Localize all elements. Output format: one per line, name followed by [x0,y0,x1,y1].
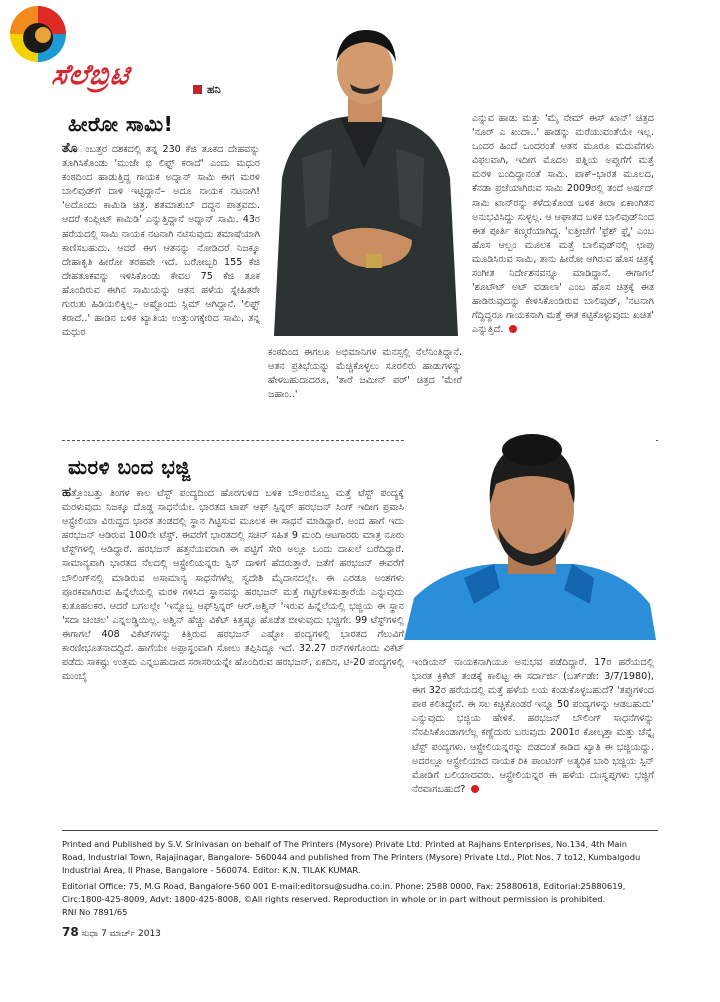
imprint-publisher: Printed and Published by S.V. Srinivasan on behalf of The Printers (Mysore) Private Ltd. Printed at Rajhans Enterprises, No.134, 4th Main Road, Industrial Town, Rajajinagar, Bangalore- 560044 and published from The Printers (Mysore) Private Ltd., Plot Nos. 7 to12, Kumbalgodu Industrial Area, II Phase, Bangalore - 560074. Editor: K.N. TILAK KUMAR. [62,839,641,876]
article2-dropcap: ಹ [62,486,72,500]
imprint-contact: Editorial Office: 75, M.G Road, Bangalore-560 001 E-mail:editorsu@sudha.co.in. Phone: 2588 0000, Fax: 25880618, Editorial:25880619, Circ:1800-425-8009, Advt: 1800-425-8008, ©All rights reserved. Reproduction in whole or in part without permission is prohibited. [62,880,626,904]
author-name: ಹನಿ [207,83,221,96]
section-title: ಸೆಲೆಬ್ರಿಟಿ [50,58,132,91]
page-footer [62,925,161,939]
article1-end-marker [509,325,517,333]
article2-column1 [62,486,404,822]
adnan-sami-photo [262,18,467,336]
page-number: 78 [62,925,79,939]
article2-col2-text: ಇಂಡಿಯನ್ ನಾಯಕನಾಗಿಯೂ ಅನುಭವ ಪಡೆದಿದ್ದಾರೆ. 17ರ ಹರೆಯದಲ್ಲಿ ಭಾರತ ಕ್ರಿಕೆಟ್ ತಂಡಕ್ಕೆ ಕಾಲಿಟ್ಟ ಈ ಸರ್ದಾರ್ಜಿ (ಬರ್ತ್‌ಡೇ: 3/7/1980), ಈಗ 32ರ ಹರೆಯದಲ್ಲಿ ಮತ್ತೆ ಹಳೆಯ ಲಯ ಕಂಡುಕೊಳ್ಳಬಹುದೆ? 'ತಪ್ಪುಗಳಿಂದ ಪಾಠ ಕಲಿತಿದ್ದೇನೆ. ಈ ಸಲ ಕಚ್ಚಿಕೊಂಡರೆ ಇನ್ನೂ 50 ಪಂದ್ಯಗಳನ್ನು ಆಡಬಹುದು' ಎನ್ನುವುದು ಭಜ್ಜಿಯ ಹೇಳಿಕೆ. ಹರಭಜನ್ ಬೌಲಿಂಗ್ ಸಾಧನೆಗಳನ್ನು ನೆನಪಿಸಿಕೊಂಡಾಗಲೆಲ್ಲ ಕಣ್ಣೆದುರು ಬರುವುದು 2001ರ ಕೋಲ್ಕತ್ತಾ ಮತ್ತು ಚೆನ್ನೈ ಟೆಸ್ಟ್ ಪಂದ್ಯಗಳು. ಆಸ್ಟ್ರೇಲಿಯನ್ನರನ್ನು ಬಿಡದಂತೆ ಕಾಡಿದ ಖ್ಯಾತಿ ಈ ಭಜ್ಜಿಯದ್ದು. ಅದರಲ್ಲೂ ಆಸ್ಟ್ರೇಲಿಯಾದ ನಾಯಕ ರಿಕಿ ಪಾಂಟಿಂಗ್ ಅತ್ಯಧಿಕ ಬಾರಿ ಭಜ್ಜಿಯ ಸ್ಪಿನ್ ಮೋಡಿಗೆ ಬಲಿಯಾದವರು. ಆಸ್ಟ್ರೇಲಿಯನ್ನರ ಈ ಹಳೆಯ ದುಃಸ್ವಪ್ನಗಳು ಭಜ್ಜಿಗೆ ನೆರವಾಗಬಹುದೆ? [412,657,654,795]
author-byline [193,83,221,97]
footer-rule [62,830,658,831]
article2-col1-text: ತ್ತೊಂಬತ್ತು ತಿಂಗಳ ಕಾಲ ಟೆಸ್ಟ್ ಪಂದ್ಯದಿಂದ ಹೊರಗುಳಿದ ಬಳಿಕ ಬೌಲರನೊಬ್ಬ ಮತ್ತೆ ಟೆಸ್ಟ್ ಪಂದ್ಯಕ್ಕೆ ಮರಳುವುದು ನಿಜಕ್ಕೂ ದೊಡ್ಡ ಸಾಧನೆಯೇ. ಭಾರತದ ಟಾಪ್ ಆಫ್ ಸ್ಪಿನ್ನರ್ ಹರಭಜನ್ ಸಿಂಗ್ ಇದೀಗ ಪ್ರವಾಸಿ ಆಸ್ಟ್ರೇಲಿಯಾ ವಿರುದ್ಧದ ಭಾರತ ತಂಡದಲ್ಲಿ ಸ್ಥಾನ ಗಿಟ್ಟಿಸುವ ಮೂಲಕ ಈ ಸಾಧನೆ ಮಾಡಿದ್ದಾರೆ. ಅಂದ ಹಾಗೆ ಇದು ಹರಭಜನ್ ಆಡಿರುವ 100ನೇ ಟೆಸ್ಟ್. ಈವರೆಗೆ ಭಾರತದಲ್ಲಿ ಸಚಿನ್ ಸಹಿತ 9 ಮಂದಿ ಆಟಗಾರರು ಮಾತ್ರ ನೂರು ಟೆಸ್ಟ್‌ಗಳಲ್ಲಿ ಆಡಿದ್ದಾರೆ. ಹರಭಜನ್ ಹತ್ತನೆಯವರಾಗಿ ಈ ಪಟ್ಟಿಗೆ ಸೇರಿ ಅಲ್ಲೂ ಒಂದು ದಾಖಲೆ ಬರೆದಿದ್ದಾರೆ. ಸಾಮಾನ್ಯವಾಗಿ ಭಾರತದ ನೆಲದಲ್ಲಿ ಆಸ್ಟ್ರೇಲಿಯನ್ನರು ಸ್ಪಿನ್ ದಾಳಿಗೆ ಹೆದರುತ್ತಾರೆ. ಜತೆಗೆ ಹರಭಜನ್ ಈವರೆಗೆ ಬೌಲಿಂಗ್‌ನಲ್ಲಿ ಮಾಡಿರುವ ಅಸಾಮಾನ್ಯ ಸಾಧನೆಗಳೆಲ್ಲ ಸ್ವದೇಶಿ ಮೈದಾನದಲ್ಲೇ. ಈ ಎರಡೂ ಅಂಶಗಳು ಪೂರಕವಾಗಿರುವ ಹಿನ್ನೆಲೆಯಲ್ಲಿ ಮರಳಿ ಗಳಿಸಿದ ಸ್ಥಾನವನ್ನು ಹರಭಜನ್ ಮತ್ತೆ ಗಟ್ಟಿಗೊಳಿಸುತ್ತಾರೆಯೆ ಎನ್ನುವುದು ಕುತೂಹಲಕರ. ಆದರೆ ಬಗಲಲ್ಲೇ 'ಇನ್ನೊಬ್ಬ ಆಫ್‌ಸ್ಪಿನ್ನರ್ ಆರ್.ಅಶ್ವಿನ್ 'ಇರುವ ಹಿನ್ನೆಲೆಯಲ್ಲಿ ಭಜ್ಜಿಯ ಈ ಸ್ಥಾನ 'ಸದಾ ಚಂಚಲ' ಎನ್ನಲಡ್ಡಿಯಿಲ್ಲ. ಅಶ್ವಿನ್ ಹೆಚ್ಚು ವಿಕೆಟ್ ಕಿತ್ತಷ್ಟೂ ಹೊಡೆತ ಬೀಳುವುದು ಭಜ್ಜಿಗೇ. 99 ಟೆಸ್ಟ್‌ಗಳಲ್ಲಿ ಈಗಾಗಲೆ 408 ವಿಕೆಟ್‌ಗಳನ್ನು ಕಿತ್ತಿರುವ ಹರಭಜನ್ ಎಷ್ಟೋ ಪಂದ್ಯಗಳಲ್ಲಿ ಭಾರತದ ಗೆಲುವಿಗೆ ಕಾರಣೀಭೂತನಾದದ್ದಿದೆ. ಹಾಗೆಯೇ ಅಪ್ಪಾಸ್ಥಂವಾಗಿ ಸೋಲು ತಪ್ಪಿಸಿದ್ದೂ ಇದೆ. 32.27 ರನ್‌ಗಳಿಗೊಂದು ವಿಕೆಟ್ ಪಡೆದು ಸಾಕಷ್ಟು ಉತ್ತಮ ಎನ್ನಬಹುದಾದ ಸರಾಸರಿಯನ್ನೇ ಹೊಂದಿರುವ ಹರಭಜನ್, ಏಕದಿನ, ಟಿ-20 ಪಂದ್ಯಗಳಲ್ಲಿ ಮುಂಬೈ [62,488,404,683]
article1-column3 [472,112,654,412]
issue-date: 7 ಮಾರ್ಚ್ 2013 [101,929,161,939]
article1-title: ಹೀರೋ ಸಾಮಿ! [68,112,174,136]
article2-column2 [412,656,654,822]
article1-col3-text: ಎನ್ನುವ ಹಾಡು ಮತ್ತು 'ಮೈ ನೇಮ್ ಈಸ್ ಖಾನ್' ಚಿತ್ರದ 'ನೂರ್ ಎ ಖುದಾ..' ಹಾಡನ್ನು ಮರೆಯುವಂತೆಯೇ ಇಲ್ಲ. ಒಂದರ ಹಿಂದೆ ಒಂದರಂತೆ ಆತನ ಮೂರೂ ಮದುವೆಗಳು ವಿಫಲವಾಗಿ, ಇದೀಗ ಮೊದಲ ಪತ್ನಿಯ ಅಪ್ಪುಗೆಗೆ ಮತ್ತೆ ಮರಳಿ ಬಂದಿದ್ದಾನಂತೆ ಸಾಮಿ. ಪಾಕ್–ಭಾರತ ಮೂಲದ, ಕೆನಡಾ ಪ್ರಜೆಯಾಗಿರುವ ಸಾಮಿ 2009ರಲ್ಲಿ ತಂದೆ ಅರ್ಷದ್ ಸಾಮಿ ಖಾನ್‌ರನ್ನು ಕಳೆದುಕೊಂಡ ಬಳಿಕ ತೀರಾ ಏಕಾಂಗಿತನ ಅನುಭವಿಸಿದ್ದು ಸುಳ್ಳಲ್ಲ. ಆ ಆಘಾತದ ಬಳಿಕ ಬಾಲಿವುಡ್‌ನಿಂದ ಈತ ಪೂರ್ತಿ ಕಣ್ಮರೆಯಾಗಿದ್ದ. 'ಐತ್ತೀಚೆಗೆ 'ಫ್ರೆಶ್ ಫ್ರೈ' ಎಂಬ ಹೊಸ ಆಲ್ಬಂ ಮೂಲಕ ಮತ್ತೆ ಬಾಲಿವುಡ್‌ನಲ್ಲಿ ಛಾಪು ಮೂಡಿಸಿರುವ ಸಾಮಿ, ತಾನು ಹೀರೋ ಆಗಿರುವ ಹೊಸ ಚಿತ್ರಕ್ಕೆ ಸಂಗೀತ ನಿರ್ದೇಶನವನ್ನೂ ಮಾಡಿದ್ದಾನೆ. ಈಗಾಗಲೆ 'ಶೂಟೌಟ್ ಅಟ್ ವಡಾಲಾ' ಎಂಬ ಹೊಸ ಚಿತ್ರಕ್ಕೆ ಈತ ಹಾಡಿರುವುದನ್ನು ಕೇಳಿಸಿಕೊಂಡಿರುವ ಬಾಲಿವುಡ್, 'ನಟನಾಗಿ ಗೆದ್ದಿದ್ದರೂ ಗಾಯಕನಾಗಿ ಮತ್ತೆ ಈತ ಕಟ್ಟಿಕೊಳ್ಳುವುದು ಖಚಿತ' ಎನ್ನುತ್ತಿದೆ. [472,113,654,336]
article1-col2-text: ಕಂಠದಿಂದ ಈಗಲೂ ಅಭಿಮಾನಿಗಳ ಮನಸ್ಸಲ್ಲಿ ನೆಲೆನಿಂತಿದ್ದಾನೆ. ಆತನ ಪ್ರತಿಭೆಯನ್ನು ಮೆಚ್ಚಿಕೊಳ್ಳಲು ಸೂರಲಿರು ಹಾಡುಗಳನ್ನು ಹೇಳಬಹುದಾದರೂ, 'ತಾರೆ ಜಮೀನ್ ಪರ್' ಚಿತ್ರದ 'ಮೇರೆ ಜಹಾಂ..' [268,347,462,401]
magazine-name: ಸುಧಾ [81,929,99,939]
article1-col1-text: ಂಬತ್ತರ ದಶಕದಲ್ಲಿ ತನ್ನ 230 ಕೆಜಿ ತೂಕದ ದೇಹವನ್ನು ತೂಗಿಸಿಕೊಂಡು 'ಮುಜೇ ಭಿ ಲಿಫ್ಟ್ ಕರಾದೆ' ಎಂದು ಮಧುರ ಕಂಠದಿಂದ ಹಾಡುತ್ತಿದ್ದ ಗಾಯಕ ಅದ್ನಾನ್ ಸಾಮಿ ಈಗ ಮರಳಿ ಬಾಲಿವುಡ್‌ಗೆ ದಾಳಿ ಇಟ್ಟಿದ್ದಾನೆ– ಅದೂ ನಾಯಕ ನಟನಾಗಿ! 'ಅದೊಂದು ಕಾಮಿಡಿ ಚಿತ್ರ. ಶತಮಾಶುಬ್ ದದ್ದನ ಪಾತ್ರವದು. ಆದರೆ ಕಂಪ್ಲೀಟ್ ಕಾಮಿಡಿ' ಎನ್ನುತ್ತಿದ್ದಾನೆ ಅದ್ನಾನ್ ಸಾಮಿ. 43ರ ಹರೆಯದಲ್ಲಿ ಸಾಮಿ ನಾಯಕ ನಟನಾಗಿ ನಟಿಸುವುದು ತಮಾಷೆಯಾಗಿ ಕಾಣಿಸಬಹುದು. ಆದರೆ ಈಗ ಆತನನ್ನು ನೋಡಿದರೆ ನಿಜಕ್ಕೂ ದೇಹಾಕೃತಿ ಹೀರೋ ತರಹವೇ ಇದೆ. ಬರೋಬ್ಬರಿ 155 ಕೆಜಿ ದೇಹತೂಕವನ್ನು ಇಳಿಸಿಕೊಂಡು ಕೇವಲ 75 ಕೆಜಿ ತೂಕ ಹೊಂದಿರುವ ಈಗಿನ ಸಾಮಿಯನ್ನು ಆತನ ಹಳೆಯ ಸ್ನೇಹಿತರೇ ಗುರುತು ಹಿಡಿಯಲಿಕ್ಕಿಲ್ಲ– ಅಷ್ಟೊಂದು ಸ್ಲಿಮ್ ಆಗಿದ್ದಾನೆ. 'ಲಿಫ್ಟ್ ಕರಾದೆ..' ಹಾಡಿನ ಬಳಿಕ ಖ್ಯಾತಿಯ ಉತ್ತುಂಗಕ್ಕೇರಿದ ಸಾಮಿ, ತನ್ನ ಮಧುರ [62,144,260,339]
harbhajan-singh-photo [404,428,656,640]
magazine-logo [8,4,68,64]
byline-marker [193,85,202,94]
article1-column2 [268,346,462,404]
article1-column1 [62,142,260,404]
imprint-rni: RNI No 7891/65 [62,907,128,918]
article2-end-marker [471,785,479,793]
imprint [62,838,652,919]
article1-dropcap: ತೊ [62,142,78,156]
article2-title: ಮರಳಿ ಬಂದ ಭಜ್ಜಿ [68,455,191,479]
